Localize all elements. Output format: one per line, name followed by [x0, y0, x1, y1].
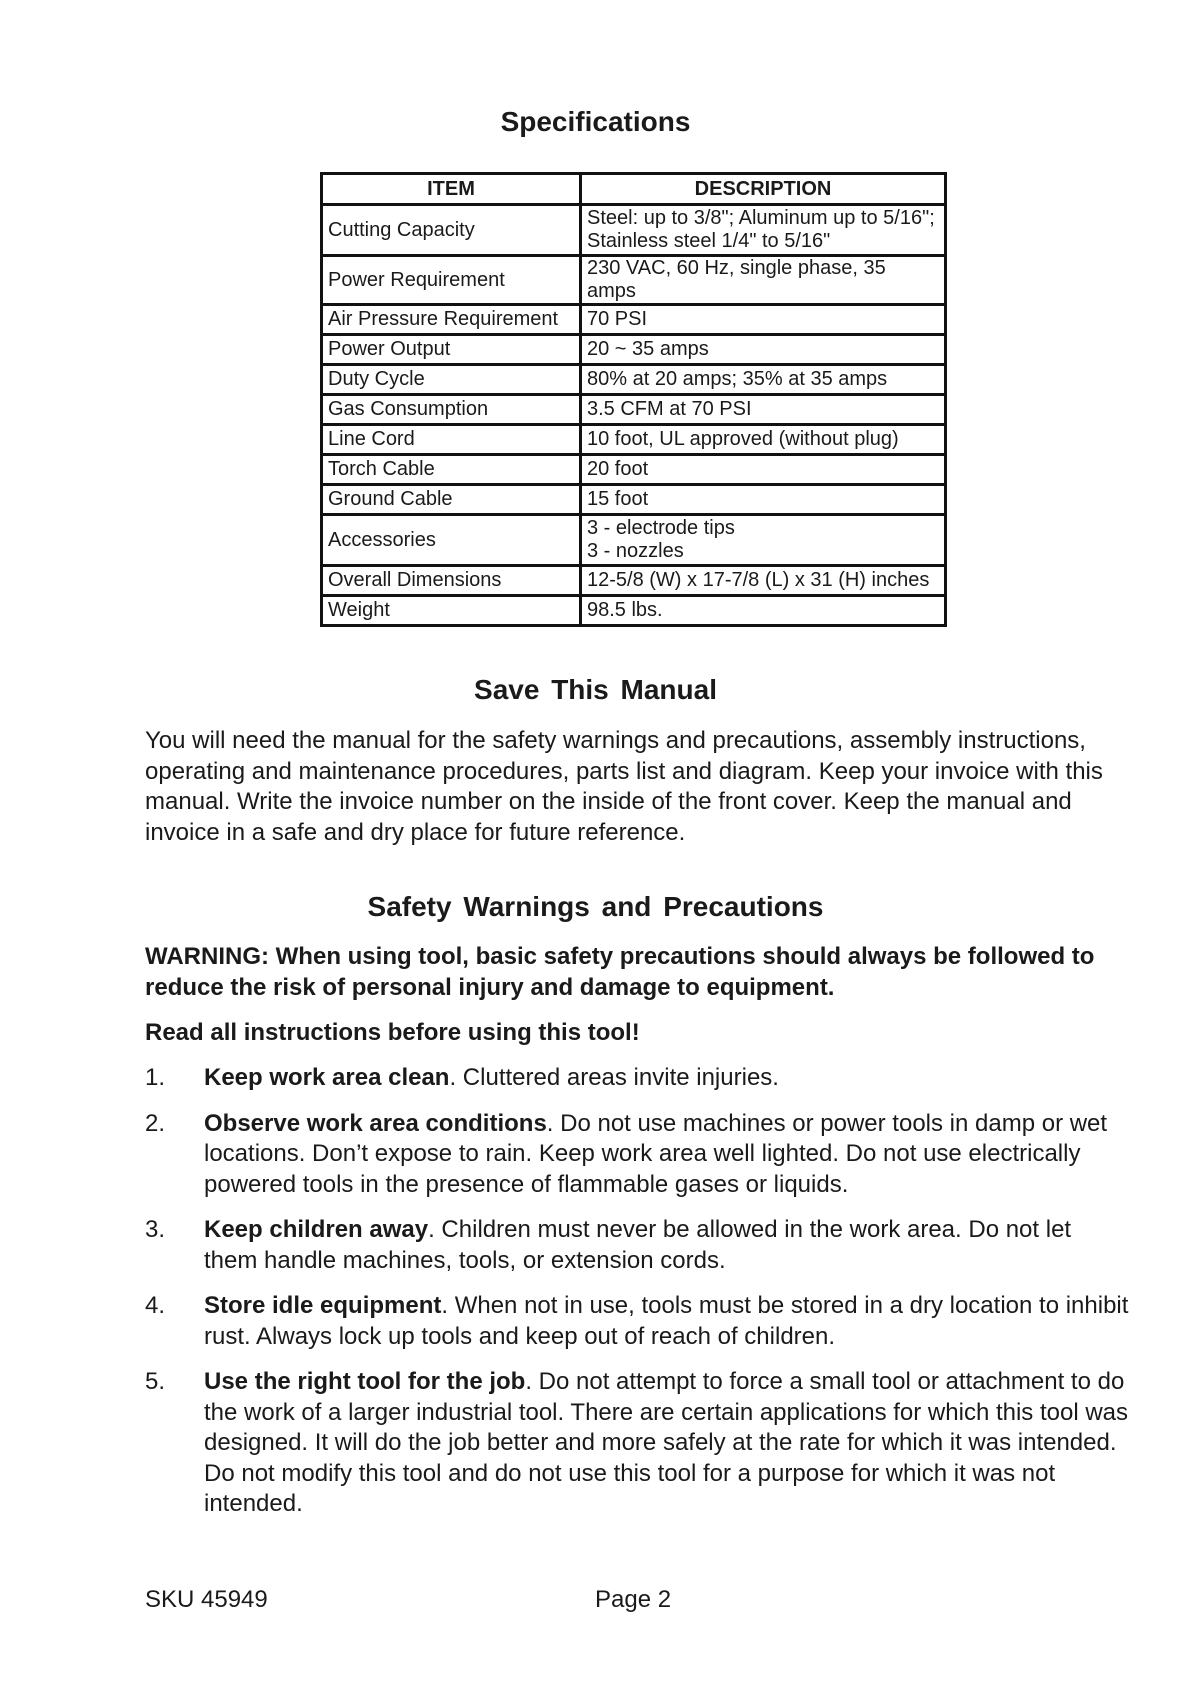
spec-item: Power Output: [322, 335, 581, 365]
table-row: [322, 485, 946, 515]
list-item: [145, 1367, 1130, 1520]
warning-text: WARNING: When using tool, basic safety precautions should always be followed to reduce the risk of personal injury and damage to equipment.: [145, 943, 1095, 1001]
list-item: [145, 1109, 1130, 1201]
rule-number: 3.: [145, 1216, 166, 1243]
spec-item: Torch Cable: [322, 455, 581, 485]
table-row: [322, 566, 946, 596]
read-all-instructions: Read all instructions before using this tool!: [145, 1019, 640, 1046]
spec-item: Overall Dimensions: [322, 566, 581, 596]
spec-description: 20 ~ 35 amps: [581, 335, 946, 365]
table-row: [322, 205, 946, 256]
table-row: [322, 305, 946, 335]
spec-item: Weight: [322, 596, 581, 626]
table-header-row: [322, 174, 946, 205]
save-manual-title: Save This Manual: [474, 674, 717, 705]
rule-heading: Keep work area clean: [204, 1064, 450, 1091]
item-column-header: ITEM: [322, 174, 581, 205]
spec-description: 15 foot: [581, 485, 946, 515]
table-row: [322, 455, 946, 485]
rule-heading: Observe work area conditions: [204, 1109, 547, 1137]
rule-number: 5.: [145, 1368, 166, 1395]
spec-description: 80% at 20 amps; 35% at 35 amps: [581, 365, 946, 395]
rule-heading: Store idle equipment: [204, 1292, 442, 1319]
spec-description: Steel: up to 3/8"; Aluminum up to 5/16"; Stainless steel 1/4" to 5/16": [581, 205, 946, 256]
rule-text: . Do not attempt to force a small tool or attachment to do the work of a larger industrial tool. There are certain applications for which this tool was designed. It will do the job better and more safely at the rate for which it was intended. Do not modify this tool and do not use this tool for a purpose for which it was not intended.: [204, 1368, 1129, 1517]
rule-text: . Cluttered areas invite injuries.: [449, 1064, 779, 1091]
table-row: [322, 395, 946, 425]
description-column-header: DESCRIPTION: [581, 174, 946, 205]
spec-description: 98.5 lbs.: [581, 596, 946, 626]
spec-item: Accessories: [322, 515, 581, 566]
table-row: [322, 425, 946, 455]
spec-description: 230 VAC, 60 Hz, single phase, 35 amps: [581, 256, 946, 305]
table-row: [322, 365, 946, 395]
list-item: [145, 1215, 1130, 1276]
spec-description: 3.5 CFM at 70 PSI: [581, 395, 946, 425]
rule-text: . Do not use machines or power tools in damp or wet locations. Don’t expose to rain. Keep work area well lighted. Do not use electrically powered tools in the presence of flammable gases or liquids.: [204, 1109, 1108, 1198]
footer-sku: SKU 45949: [145, 1586, 268, 1613]
table-row: [322, 515, 946, 566]
spec-item: Cutting Capacity: [322, 205, 581, 256]
list-item: [145, 1291, 1130, 1352]
spec-description: 20 foot: [581, 455, 946, 485]
spec-description: 3 - electrode tips 3 - nozzles: [581, 515, 946, 566]
specifications-table: [320, 172, 947, 627]
spec-description: 10 foot, UL approved (without plug): [581, 425, 946, 455]
table-row: [322, 596, 946, 626]
save-manual-text: You will need the manual for the safety warnings and precautions, assembly instructions, operating and maintenance procedures, parts list and diagram. Keep your invoice with this manual. Write the invoice number on the inside of the front cover. Keep the manual and invoice in a safe and dry place for future reference.: [145, 727, 1103, 846]
list-item: [145, 1063, 1130, 1094]
table-row: [322, 256, 946, 305]
spec-item: Line Cord: [322, 425, 581, 455]
spec-item: Ground Cable: [322, 485, 581, 515]
rule-text: . When not in use, tools must be stored in a dry location to inhibit rust. Always lock up tools and keep out of reach of children.: [204, 1292, 1129, 1350]
rule-number: 4.: [145, 1292, 166, 1319]
spec-description: 12-5/8 (W) x 17-7/8 (L) x 31 (H) inches: [581, 566, 946, 596]
spec-item: Power Requirement: [322, 256, 581, 305]
spec-item: Duty Cycle: [322, 365, 581, 395]
spec-item: Air Pressure Requirement: [322, 305, 581, 335]
rule-heading: Use the right tool for the job: [204, 1368, 526, 1395]
spec-description: 70 PSI: [581, 305, 946, 335]
specifications-title: Specifications: [500, 106, 691, 137]
spec-item: Gas Consumption: [322, 395, 581, 425]
footer-page-number: Page 2: [595, 1586, 672, 1613]
safety-warnings-title: Safety Warnings and Precautions: [367, 891, 824, 922]
rule-heading: Keep children away: [204, 1216, 429, 1243]
rule-number: 2.: [145, 1109, 166, 1137]
rule-text: . Children must never be allowed in the work area. Do not let them handle machines, tools, or extension cords.: [204, 1216, 1072, 1274]
safety-rules-list: [145, 1063, 1130, 1535]
rule-number: 1.: [145, 1064, 166, 1091]
table-row: [322, 335, 946, 365]
